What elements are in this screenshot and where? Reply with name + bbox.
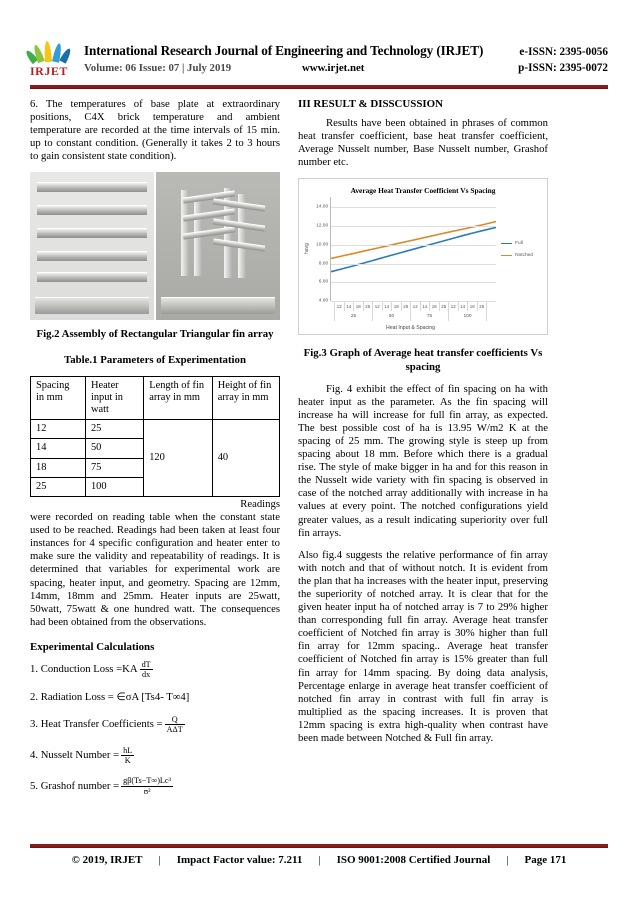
chart-gridline [331, 301, 496, 302]
paragraph-results: Results have been obtained in phrases of common heat transfer coefficient, base heat transfer coefficient, Average Nusselt number, Base Nusselt number, Grashof number etc. [298, 117, 548, 169]
chart-gridline [331, 282, 496, 283]
chart-x-tick: 14 [421, 302, 431, 311]
chart-x-group-row [334, 311, 487, 321]
chart-x-group: 50 [373, 311, 411, 321]
chart-x-tick: 25 [478, 302, 488, 311]
chart-series-line [331, 228, 496, 272]
right-column [298, 98, 548, 807]
chart-y-tick: 12.00 [316, 223, 329, 229]
fig2-caption: Fig.2 Assembly of Rectangular Triangular fin array [36, 328, 274, 341]
section-heading-results: III RESULT & DISSCUSSION [298, 98, 443, 110]
irjet-logo [30, 38, 76, 78]
chart-x-tick: 12 [334, 302, 345, 311]
chart-y-ticks [312, 197, 330, 304]
chart-gridline [331, 245, 496, 246]
chart-gridline [331, 226, 496, 227]
cell-height: 40 [212, 420, 279, 497]
chart-x-tick: 14 [345, 302, 355, 311]
chart-y-tick: 8.00 [318, 261, 329, 267]
fin-array-photo-left [30, 172, 154, 320]
chart-gridline [331, 264, 496, 265]
fraction-denominator: ʊ² [143, 786, 151, 796]
table1-caption: Table.1 Parameters of Experimentation [64, 354, 246, 367]
chart-title: Average Heat Transfer Coefficient Vs Spacing [350, 186, 496, 196]
chart-x-tick: 25 [364, 302, 374, 311]
fraction-denominator: dx [142, 670, 151, 680]
readings-label: Readings [240, 498, 280, 511]
footer-separator: | [506, 854, 509, 866]
chart-plot-area [302, 197, 544, 304]
chart-x-tick: 25 [440, 302, 450, 311]
chart-x-tick: 18 [392, 302, 402, 311]
chart-x-axis-label: Heat Input & Spacing [385, 325, 436, 332]
leaf-logo-icon [30, 38, 76, 64]
equation-grashof-number [30, 776, 280, 796]
chart-y-tick: 6.00 [318, 279, 329, 285]
footer-iso: ISO 9001:2008 Certified Journal [336, 854, 491, 866]
logo-wordmark-text: IRJET [30, 64, 68, 78]
th-spacing: Spacing in mm [31, 376, 86, 420]
th-heater-input: Heater input in watt [85, 376, 143, 420]
equation-label: 2. Radiation Loss = ∈σA [Ts4- T∞4] [30, 690, 190, 703]
page-footer [30, 844, 608, 866]
footer-impact-factor: Impact Factor value: 7.211 [176, 854, 303, 866]
parameters-table [30, 376, 280, 497]
cell-length: 120 [144, 420, 212, 497]
equation-label: 4. Nusselt Number = [30, 748, 120, 761]
left-column [30, 98, 280, 807]
pissn: p-ISSN: 2395-0072 [518, 61, 608, 74]
fraction-numerator: hL [123, 745, 133, 755]
legend-item-notched [501, 253, 544, 258]
equation-nusselt-number [30, 746, 280, 766]
chart-y-tick: 10.00 [316, 242, 329, 248]
chart-x-tick: 14 [459, 302, 469, 311]
cell-spacing-3: 18 [31, 458, 86, 477]
chart-x-tick: 18 [354, 302, 364, 311]
legend-swatch-full [501, 243, 512, 245]
volume-issue: Volume: 06 Issue: 07 | July 2019 [84, 61, 232, 74]
chart-x-axis [334, 301, 487, 331]
equation-conduction-loss [30, 660, 280, 680]
table-row [31, 420, 280, 439]
chart-x-category-row [334, 301, 487, 311]
equation-radiation-loss [30, 691, 280, 704]
logo-wordmark [30, 64, 76, 78]
equation-heat-transfer-coefficients [30, 715, 280, 735]
th-length: Length of fin array in mm [144, 376, 212, 420]
chart-y-tick: 4.00 [318, 298, 329, 304]
chart-y-tick: 14.00 [316, 204, 329, 210]
footer-page-number: Page 171 [524, 854, 567, 866]
chart-x-tick: 25 [402, 302, 412, 311]
chart-series-svg [331, 197, 496, 301]
fraction-numerator: Q [165, 715, 185, 725]
cell-spacing-2: 14 [31, 439, 86, 458]
footer-copyright: © 2019, IRJET [71, 854, 143, 866]
chart-x-group: 25 [334, 311, 373, 321]
fig3-caption: Fig.3 Graph of Average heat transfer coefficients Vs spacing [303, 347, 543, 373]
equation-label: 1. Conduction Loss =KA [30, 663, 138, 676]
chart-canvas [330, 197, 496, 301]
header-divider [30, 85, 608, 89]
cell-spacing-4: 25 [31, 477, 86, 496]
fraction-numerator: dT [141, 659, 151, 669]
chart-x-group: 100 [449, 311, 487, 321]
table-header-row [31, 376, 280, 420]
fig2-photograph [30, 172, 280, 320]
legend-label-full: Full [515, 240, 523, 246]
chart-y-axis-label: havg [304, 243, 310, 255]
chart-x-tick: 14 [383, 302, 393, 311]
legend-swatch-notched [501, 255, 512, 257]
cell-heater-4: 100 [85, 477, 143, 496]
fraction-numerator: gβ(Ts−T∞)Lc³ [123, 776, 172, 786]
fraction-denominator: AΔT [166, 725, 183, 735]
chart-x-group: 75 [411, 311, 449, 321]
fraction [121, 746, 134, 766]
page-header [30, 0, 608, 78]
chart-legend [496, 197, 544, 301]
chart-series-line [331, 222, 496, 259]
header-text-block [84, 43, 608, 74]
chart-x-tick: 12 [373, 302, 383, 311]
legend-item-full [501, 241, 544, 246]
journal-website-link[interactable]: www.irjet.net [302, 61, 365, 74]
cell-heater-1: 25 [85, 420, 143, 439]
fraction [140, 660, 153, 680]
cell-heater-2: 50 [85, 439, 143, 458]
paragraph-readings: were recorded on reading table when the constant state used to be reached. Readings had been taken at least four instances for 4 specific configuration and heater enter to make sure the validity and repeatability of readings. It is determined that variables for experimental work are spacing, heater input, and geometry. Spacing are 12mm, 14mm, 18mm and 25mm. Heater inputs are 25watt, 50watt, 75watt & one hundred watt. The consequences had been obtained from the observations. [30, 511, 280, 628]
chart-x-tick: 18 [430, 302, 440, 311]
experimental-calculations-heading: Experimental Calculations [30, 640, 155, 653]
two-column-body [30, 98, 608, 807]
fin-array-photo-right [156, 172, 280, 320]
chart-gridline [331, 207, 496, 208]
paragraph-step-6: 6. The temperatures of base plate at extraordinary positions, C4X brick temperature and ambient temperature are recorded at the time intervals of 15 min. up to constant condition. (Generally it takes 2 to 3 hours to gain consistent state condition). [30, 98, 280, 163]
chart-x-tick: 12 [411, 302, 421, 311]
fraction [121, 776, 173, 796]
fraction-denominator: K [124, 755, 131, 765]
eissn: e-ISSN: 2395-0056 [519, 45, 608, 58]
equation-label: 5. Grashof number = [30, 779, 120, 792]
paragraph-fig4: Fig. 4 exhibit the effect of fin spacing on ha with heater input as the parameter. As the fin spacing will increase ha will increase for full fin array, as expected. The best possible cost of ha is 13.95 W/m2 K at the spacing of 25 mm. The growing style is steep up from spacing about 18 mm. Before which there is a gradual rise. The style of make bigger in ha and for this reason in the Nusselt wide variety with fin spacing is observed in case of the notched array additionally with increase in ha values at every point. The notched configurations yield greater values, as a result indicating superiority over full fin arrays. [298, 382, 548, 539]
fig3-chart [298, 178, 548, 335]
equation-label: 3. Heat Transfer Coefficients = [30, 718, 163, 731]
footer-separator: | [318, 854, 321, 866]
chart-x-tick: 18 [468, 302, 478, 311]
footer-separator: | [158, 854, 161, 866]
cell-spacing-1: 12 [31, 420, 86, 439]
fraction [165, 715, 185, 735]
th-height: Height of fin array in mm [212, 376, 279, 420]
cell-heater-3: 75 [85, 458, 143, 477]
legend-label-notched: Notched [515, 252, 533, 258]
paragraph-also-fig4: Also fig.4 suggests the relative performance of fin array with notch and that of without notch. It is evident from the plan that ha increases with the heater input, preserving the superiority of notched array. It is clear that for the given heater input ha of notched array is 7 to 29% higher than corresponding full fin array. Average heat transfer coefficient of Notched fin array is 30% higher than full fin array for 12mm spacing.. Average heat transfer coefficient of Notched fin array is 15% greater than full fin array for 14mm spacing. By doing data analysis, Percentage enlarge in average heat transfer coefficient of notched fin array in contrast with full fin array is multiplied as the spacing increases. It is proven that 12mm spacing is extra high-quality when contrast have been made between Notched & Full fin array. [298, 548, 548, 744]
chart-x-tick: 12 [449, 302, 459, 311]
journal-title: International Research Journal of Engineering and Technology (IRJET) [84, 42, 484, 58]
